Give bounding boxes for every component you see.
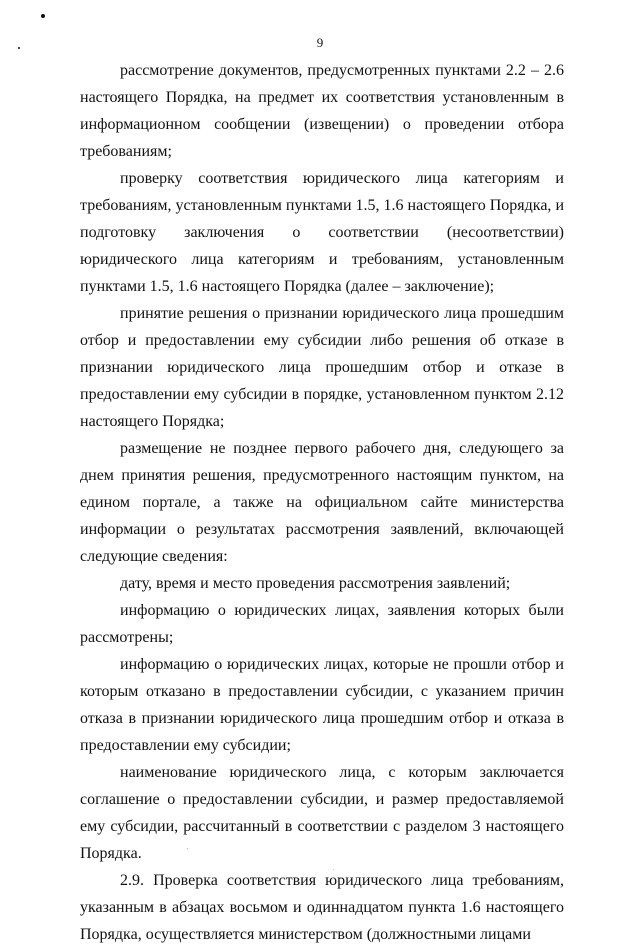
paragraph-decision: принятие решения о признании юридического лица прошедшим отбор и предоставлении ему субсидии либо решения об отказе в признании юридического лица прошедшим отбор и отказе в предоставлении ему субсидии в порядке, установленном пунктом 2.12 настоящего Порядка; xyxy=(80,305,564,430)
paragraph-review-documents: рассмотрение документов, предусмотренных пунктами 2.2 – 2.6 настоящего Порядка, на предмет их соответствия установленным в информационном сообщении (извещении) о проведении отбора требованиям; xyxy=(80,62,564,160)
document-body xyxy=(80,57,564,948)
paragraph-section-2-9: 2.9. Проверка соответствия юридического лица требованиям, указанным в абзацах восьмом и одиннадцатом пункта 1.6 настоящего Порядка, осуществляется министерством (должностными лицами xyxy=(80,872,564,943)
paragraph-rejected-entities: информацию о юридических лицах, которые не прошли отбор и которым отказано в предоставлении субсидии, с указанием причин отказа в признании юридического лица прошедшим отбор и отказа в предоставлении ему субсидии; xyxy=(80,656,564,754)
paragraph-agreement-entity: наименование юридического лица, с которым заключается соглашение о предоставлении субсидии, и размер предоставляемой ему субсидии, рассчитанный в соответствии с разделом 3 настоящего Порядка. xyxy=(80,764,564,862)
paragraph-date-time-place: дату, время и место проведения рассмотрения заявлений; xyxy=(120,575,511,592)
paragraph-publication: размещение не позднее первого рабочего дня, следующего за днем принятия решения, предусмотренного настоящим пунктом, на едином портале, а также на официальном сайте министерства информации о результатах рассмотрения заявлений, включающей следующие сведения: xyxy=(80,440,564,565)
page-number: 9 xyxy=(316,35,324,50)
scan-speck xyxy=(41,14,45,18)
paragraph-reviewed-entities: информацию о юридических лицах, заявления которых были рассмотрены; xyxy=(80,602,564,646)
paragraph-check-compliance: проверку соответствия юридического лица категориям и требованиям, установленным пунктами 1.5, 1.6 настоящего Порядка, и подготовку заключения о соответствии (несоответствии) юридического лица категориям и требованиям, установленным пунктами 1.5, 1.6 настоящего Порядка (далее – заключение); xyxy=(80,170,564,295)
